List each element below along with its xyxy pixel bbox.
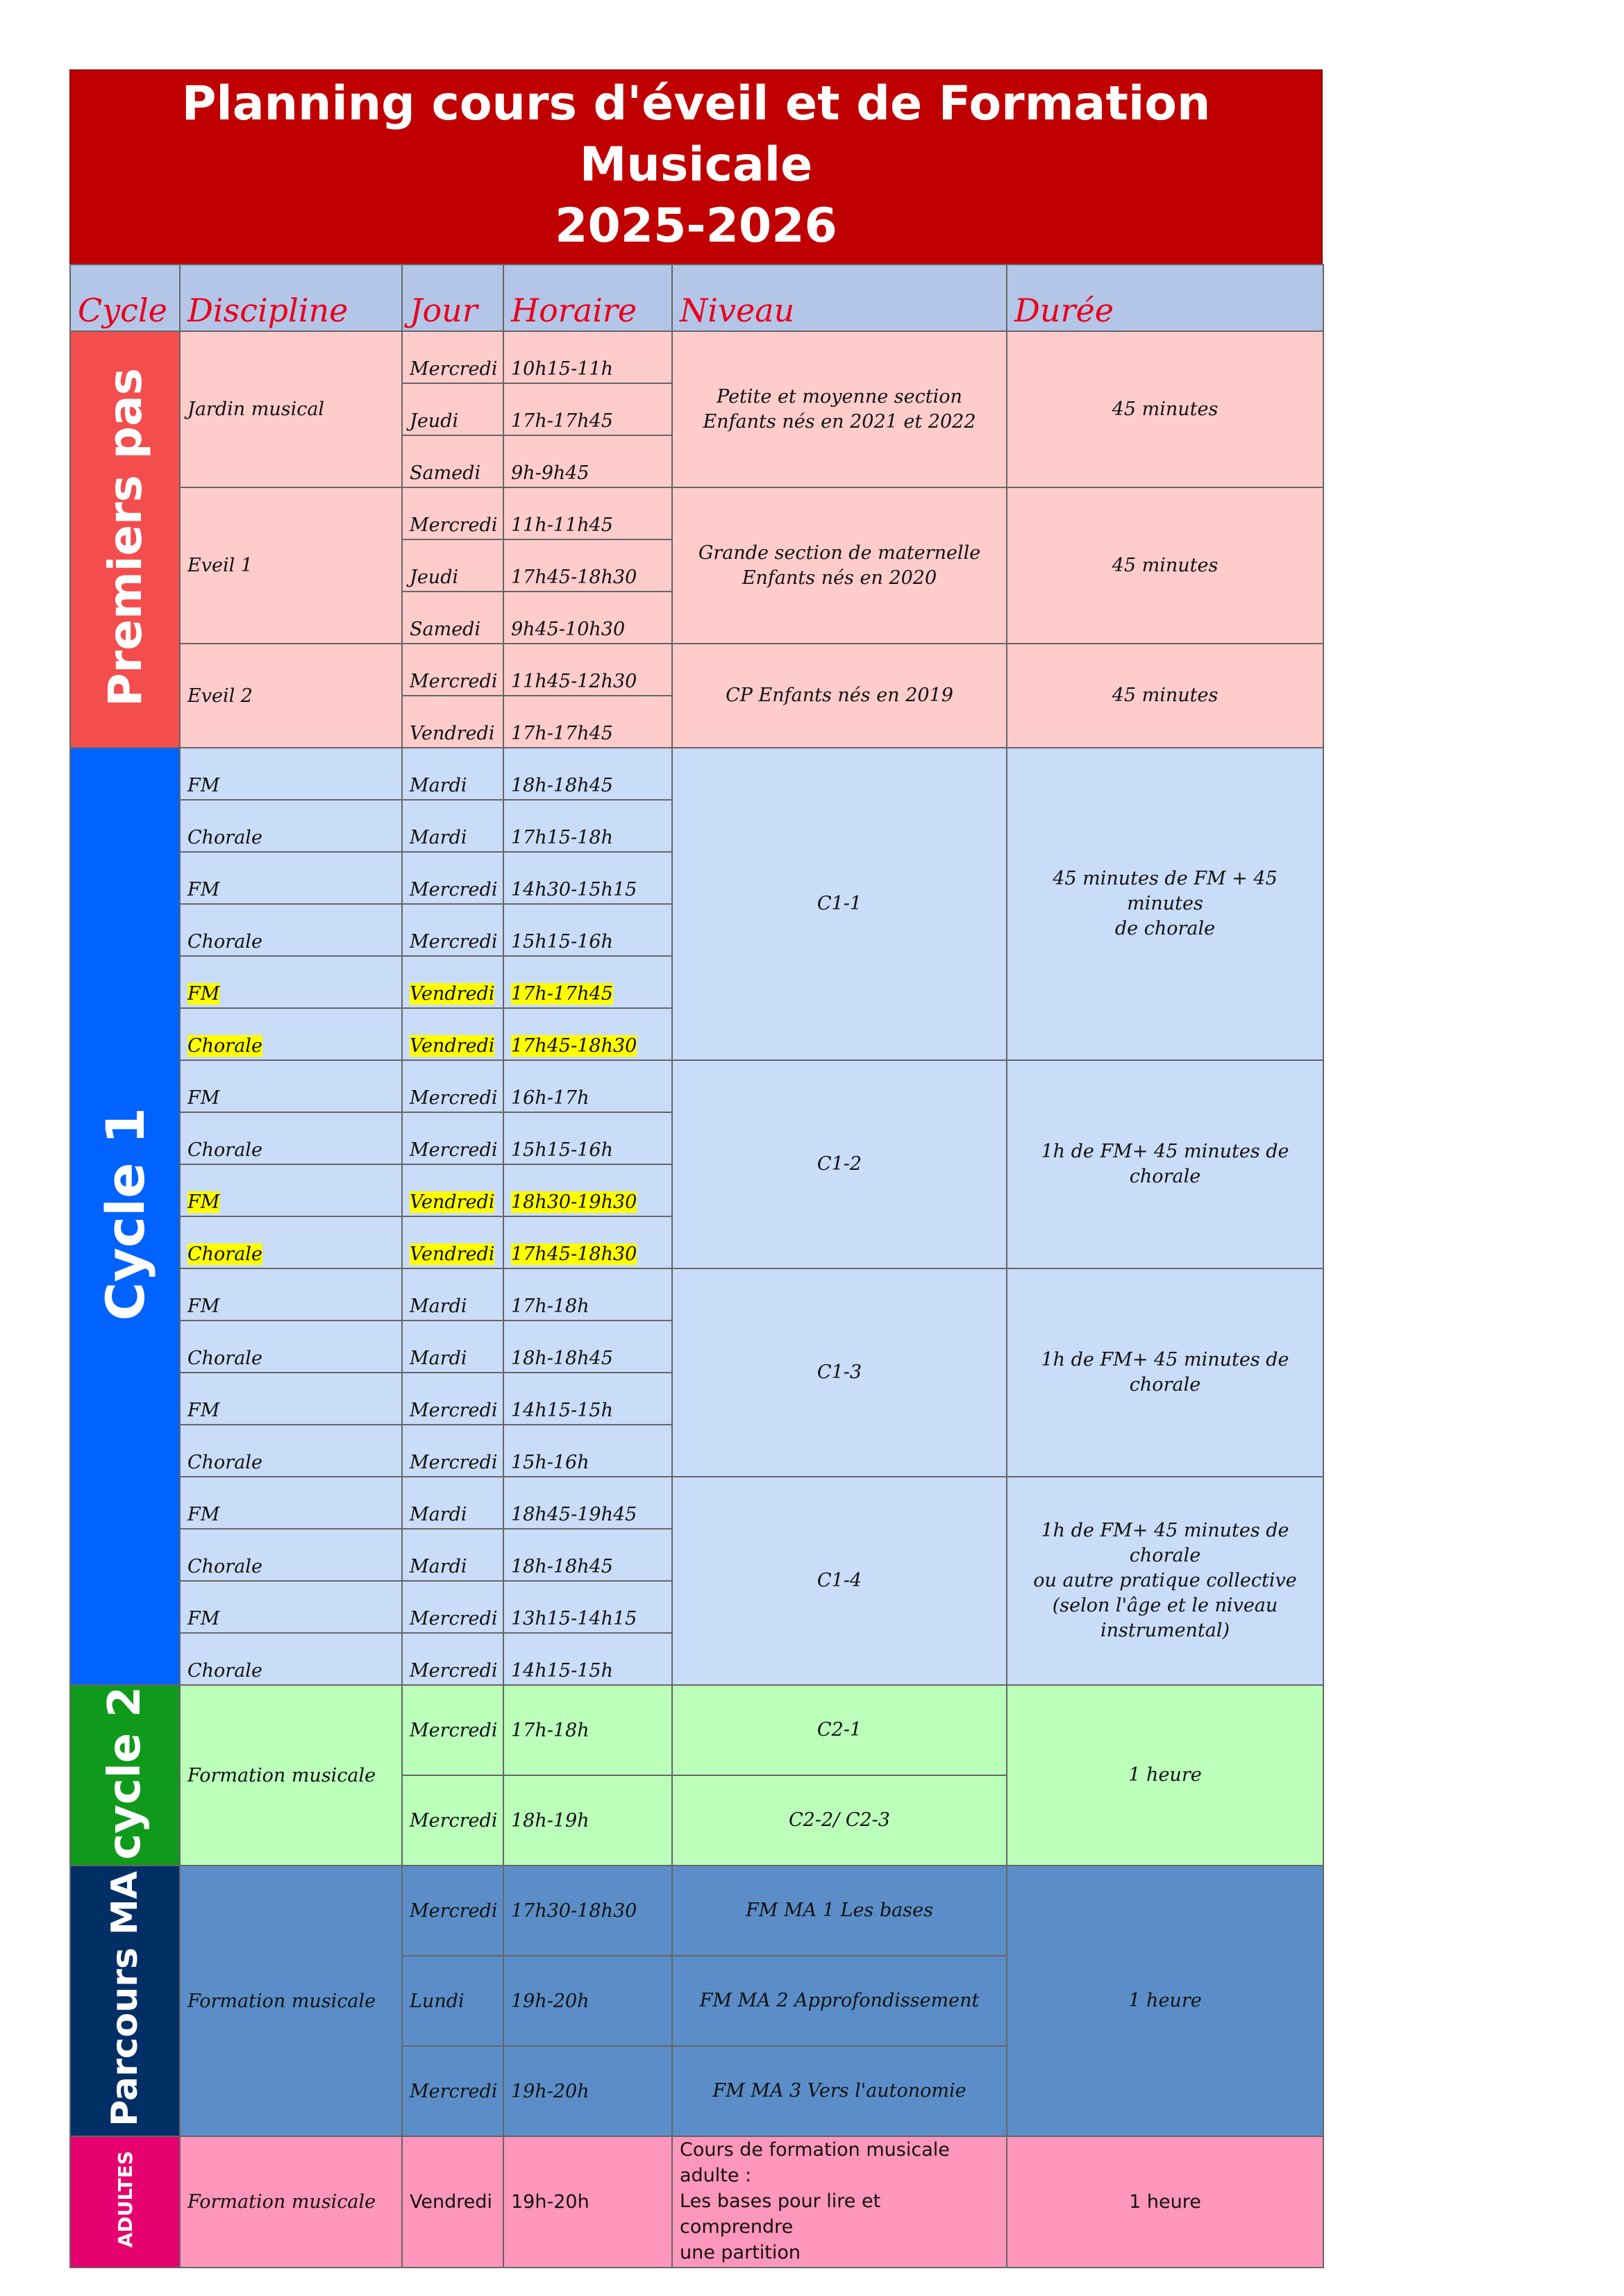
duree-cell xyxy=(1007,1268,1323,1477)
jour-cell xyxy=(402,487,503,539)
jour-cell-text: Mercredi xyxy=(410,514,498,536)
discipline-cell xyxy=(180,852,402,904)
horaire-cell xyxy=(503,748,672,800)
header-horaire: Horaire xyxy=(503,265,672,331)
horaire-cell xyxy=(503,696,672,748)
table-row xyxy=(70,1685,1323,1775)
discipline-cell xyxy=(180,1373,402,1425)
niveau-cell-text: Petite et moyenne section Enfants nés en 2021 et 2022 xyxy=(703,385,976,433)
discipline-cell-text: FM xyxy=(187,1504,220,1525)
horaire-cell xyxy=(503,592,672,644)
horaire-cell-text: 17h45-18h30 xyxy=(511,567,637,588)
duree-cell xyxy=(1007,487,1323,644)
jour-cell xyxy=(402,1060,503,1112)
jour-cell xyxy=(402,956,503,1008)
parcours-ma-cycle xyxy=(70,1866,180,2136)
niveau-cell-text: FM MA 1 Les bases xyxy=(746,1900,933,1921)
adultes-cycle-label: ADULTES xyxy=(113,2151,137,2248)
niveau-cell-text: C1-1 xyxy=(817,893,862,914)
duree-cell-text: 1h de FM+ 45 minutes de chorale xyxy=(1041,1349,1289,1396)
niveau-cell xyxy=(672,644,1007,748)
jour-cell xyxy=(402,592,503,644)
jour-cell xyxy=(402,852,503,904)
jour-cell xyxy=(402,1685,503,1775)
horaire-cell xyxy=(503,2046,672,2136)
niveau-cell-text: C2-2/ C2-3 xyxy=(789,1809,890,1831)
discipline-cell-text: Chorale xyxy=(187,1243,262,1265)
discipline-cell-text: Chorale xyxy=(187,1348,262,1369)
horaire-cell-text: 15h15-16h xyxy=(511,931,613,953)
niveau-cell xyxy=(672,1956,1007,2046)
discipline-cell xyxy=(180,1477,402,1529)
discipline-cell xyxy=(180,748,402,800)
jour-cell xyxy=(402,1956,503,2046)
jour-cell-text: Mardi xyxy=(410,1296,467,1317)
horaire-cell-text: 18h-18h45 xyxy=(511,775,613,796)
adultes-cycle xyxy=(70,2136,180,2268)
niveau-cell-text: C1-4 xyxy=(817,1570,862,1591)
cycle1-cycle xyxy=(70,748,180,1685)
jour-cell xyxy=(402,1373,503,1425)
horaire-cell-text: 19h-20h xyxy=(511,2080,589,2102)
jour-cell-text: Mardi xyxy=(410,1556,467,1577)
horaire-cell xyxy=(503,1373,672,1425)
horaire-cell xyxy=(503,644,672,696)
niveau-cell-text: Cours de formation musicale adulte : Les bases pour lire et comprendre une partition xyxy=(680,2139,950,2263)
duree-cell-text: 1h de FM+ 45 minutes de chorale xyxy=(1041,1141,1289,1187)
header-niveau: Niveau xyxy=(672,265,1007,331)
duree-cell-text: 1 heure xyxy=(1128,1764,1202,1786)
niveau-cell xyxy=(672,748,1007,1060)
horaire-cell-text: 14h15-15h xyxy=(511,1660,613,1682)
duree-cell-text: 45 minutes xyxy=(1112,685,1219,706)
horaire-cell-text: 19h-20h xyxy=(511,1990,589,2012)
horaire-cell-text: 17h45-18h30 xyxy=(511,1035,637,1057)
jour-cell-text: Mercredi xyxy=(410,879,498,900)
niveau-cell xyxy=(672,331,1007,487)
cycle2-cycle xyxy=(70,1685,180,1866)
schedule-table xyxy=(69,264,1324,2268)
niveau-cell-text: FM MA 3 Vers l'autonomie xyxy=(712,2080,966,2102)
discipline-cell-text: Jardin musical xyxy=(187,399,325,420)
table-row xyxy=(70,331,1323,383)
jour-cell xyxy=(402,1164,503,1216)
discipline-cell-text: FM xyxy=(187,1400,220,1421)
horaire-cell-text: 18h-18h45 xyxy=(511,1556,613,1577)
horaire-cell-text: 9h-9h45 xyxy=(511,462,589,484)
horaire-cell xyxy=(503,1685,672,1775)
table-row xyxy=(70,644,1323,696)
niveau-cell xyxy=(672,1477,1007,1685)
discipline-cell xyxy=(180,1060,402,1112)
jour-cell-text: Vendredi xyxy=(410,723,495,744)
discipline-cell xyxy=(180,1581,402,1633)
jour-cell xyxy=(402,2136,503,2268)
discipline-cell-text: Chorale xyxy=(187,827,262,848)
horaire-cell-text: 15h15-16h xyxy=(511,1139,613,1161)
horaire-cell xyxy=(503,2136,672,2268)
jour-cell xyxy=(402,2046,503,2136)
jour-cell-text: Mercredi xyxy=(410,1139,498,1161)
jour-cell-text: Mardi xyxy=(410,1504,467,1525)
horaire-cell xyxy=(503,852,672,904)
jour-cell-text: Mercredi xyxy=(410,1660,498,1682)
discipline-cell-text: FM xyxy=(187,983,220,1005)
discipline-cell-text: Chorale xyxy=(187,1139,262,1161)
horaire-cell-text: 18h-19h xyxy=(511,1809,589,1832)
duree-cell-text: 1 heure xyxy=(1128,1990,1202,2011)
jour-cell xyxy=(402,1008,503,1060)
horaire-cell xyxy=(503,1008,672,1060)
jour-cell-text: Mercredi xyxy=(410,1809,498,1832)
discipline-cell-text: Chorale xyxy=(187,1452,262,1473)
horaire-cell-text: 15h-16h xyxy=(511,1452,589,1473)
jour-cell xyxy=(402,1866,503,1956)
niveau-cell xyxy=(672,487,1007,644)
jour-cell xyxy=(402,800,503,852)
discipline-cell-text: Formation musicale xyxy=(187,2191,376,2213)
horaire-cell xyxy=(503,487,672,539)
niveau-cell xyxy=(672,2046,1007,2136)
jour-cell-text: Mardi xyxy=(410,775,467,796)
horaire-cell xyxy=(503,1164,672,1216)
horaire-cell xyxy=(503,956,672,1008)
discipline-cell-text: Eveil 1 xyxy=(187,555,253,576)
horaire-cell xyxy=(503,1529,672,1581)
discipline-cell xyxy=(180,1633,402,1685)
niveau-cell-text: C1-2 xyxy=(817,1153,862,1175)
duree-cell xyxy=(1007,331,1323,487)
jour-cell xyxy=(402,435,503,487)
discipline-cell-text: Eveil 2 xyxy=(187,685,253,707)
duree-cell xyxy=(1007,1866,1323,2136)
jour-cell xyxy=(402,696,503,748)
table-row xyxy=(70,1060,1323,1112)
horaire-cell xyxy=(503,1633,672,1685)
niveau-cell xyxy=(672,1060,1007,1268)
jour-cell-text: Mardi xyxy=(410,827,467,848)
horaire-cell-text: 19h-20h xyxy=(511,2191,589,2213)
table-row xyxy=(70,1268,1323,1321)
discipline-cell xyxy=(180,1529,402,1581)
horaire-cell xyxy=(503,331,672,383)
discipline-cell-text: FM xyxy=(187,1191,220,1213)
jour-cell-text: Vendredi xyxy=(410,983,495,1005)
jour-cell xyxy=(402,1425,503,1477)
horaire-cell xyxy=(503,1112,672,1164)
discipline-cell xyxy=(180,1425,402,1477)
jour-cell-text: Mercredi xyxy=(410,1400,498,1421)
jour-cell-text: Vendredi xyxy=(410,1243,495,1265)
horaire-cell-text: 9h45-10h30 xyxy=(511,619,626,640)
horaire-cell xyxy=(503,1866,672,1956)
duree-cell xyxy=(1007,1060,1323,1268)
discipline-cell xyxy=(180,800,402,852)
discipline-cell xyxy=(180,1866,402,2136)
horaire-cell-text: 17h-17h45 xyxy=(511,723,613,744)
duree-cell-text: 45 minutes de FM + 45 minutes de chorale xyxy=(1053,868,1278,939)
table-row xyxy=(70,2136,1323,2268)
jour-cell xyxy=(402,383,503,435)
jour-cell-text: Lundi xyxy=(410,1990,464,2012)
horaire-cell xyxy=(503,1956,672,2046)
jour-cell-text: Mercredi xyxy=(410,671,498,692)
duree-cell xyxy=(1007,1477,1323,1685)
horaire-cell-text: 17h45-18h30 xyxy=(511,1243,637,1265)
discipline-cell-text: Chorale xyxy=(187,1660,262,1682)
schedule-sheet xyxy=(69,69,1323,2268)
duree-cell xyxy=(1007,644,1323,748)
jour-cell xyxy=(402,1216,503,1268)
discipline-cell xyxy=(180,1321,402,1373)
discipline-cell xyxy=(180,1216,402,1268)
duree-cell-text: 45 minutes xyxy=(1112,554,1219,576)
horaire-cell xyxy=(503,1216,672,1268)
table-row xyxy=(70,1477,1323,1529)
premiers-pas-cycle-label: Premiers pas xyxy=(98,367,152,707)
horaire-cell xyxy=(503,800,672,852)
niveau-cell xyxy=(672,2136,1007,2268)
niveau-cell-text: C2-1 xyxy=(817,1719,862,1741)
niveau-cell-text: Grande section de maternelle Enfants nés en 2020 xyxy=(698,542,981,589)
horaire-cell xyxy=(503,904,672,956)
cycle2-cycle-label: cycle 2 xyxy=(99,1686,151,1860)
jour-cell xyxy=(402,331,503,383)
niveau-cell-text: C1-3 xyxy=(817,1361,862,1383)
horaire-cell-text: 11h-11h45 xyxy=(511,514,613,536)
discipline-cell-text: FM xyxy=(187,879,220,900)
jour-cell xyxy=(402,539,503,592)
jour-cell-text: Jeudi xyxy=(410,567,459,588)
horaire-cell xyxy=(503,383,672,435)
niveau-cell-text: CP Enfants nés en 2019 xyxy=(726,685,953,706)
horaire-cell-text: 14h15-15h xyxy=(511,1400,613,1421)
header-jour: Jour xyxy=(402,265,503,331)
discipline-cell-text: Chorale xyxy=(187,931,262,953)
duree-cell xyxy=(1007,1685,1323,1866)
horaire-cell-text: 17h30-18h30 xyxy=(511,1900,637,1922)
jour-cell xyxy=(402,1268,503,1321)
niveau-cell xyxy=(672,1685,1007,1775)
jour-cell xyxy=(402,644,503,696)
horaire-cell xyxy=(503,1581,672,1633)
horaire-cell-text: 17h-17h45 xyxy=(511,983,613,1005)
jour-cell xyxy=(402,1477,503,1529)
niveau-cell-text: FM MA 2 Approfondissement xyxy=(699,1990,980,2011)
page-title: Planning cours d'éveil et de Formation Musicale 2025-2026 xyxy=(181,76,1211,253)
discipline-cell xyxy=(180,1008,402,1060)
jour-cell xyxy=(402,1529,503,1581)
jour-cell xyxy=(402,1112,503,1164)
jour-cell-text: Jeudi xyxy=(410,410,459,432)
horaire-cell xyxy=(503,539,672,592)
cycle1-cycle-label: Cycle 1 xyxy=(94,1107,156,1321)
horaire-cell xyxy=(503,1321,672,1373)
header-cycle: Cycle xyxy=(70,265,180,331)
jour-cell xyxy=(402,904,503,956)
horaire-cell-text: 18h30-19h30 xyxy=(511,1191,637,1213)
parcours-ma-cycle-label: Parcours MA xyxy=(104,1870,146,2127)
horaire-cell-text: 17h15-18h xyxy=(511,827,613,848)
jour-cell-text: Mercredi xyxy=(410,2080,498,2102)
horaire-cell-text: 18h45-19h45 xyxy=(511,1504,637,1525)
discipline-cell-text: Formation musicale xyxy=(187,1990,376,2012)
jour-cell xyxy=(402,1633,503,1685)
discipline-cell xyxy=(180,1164,402,1216)
horaire-cell-text: 17h-17h45 xyxy=(511,410,613,432)
horaire-cell xyxy=(503,1268,672,1321)
jour-cell-text: Mercredi xyxy=(410,1719,498,1741)
discipline-cell-text: Chorale xyxy=(187,1556,262,1577)
jour-cell-text: Mercredi xyxy=(410,358,498,380)
discipline-cell xyxy=(180,1268,402,1321)
discipline-cell-text: FM xyxy=(187,1087,220,1109)
premiers-pas-cycle xyxy=(70,331,180,748)
jour-cell-text: Mercredi xyxy=(410,1608,498,1629)
discipline-cell xyxy=(180,2136,402,2268)
schedule-body xyxy=(70,331,1323,2268)
horaire-cell xyxy=(503,1425,672,1477)
duree-cell xyxy=(1007,2136,1323,2268)
jour-cell xyxy=(402,1581,503,1633)
horaire-cell-text: 18h-18h45 xyxy=(511,1348,613,1369)
horaire-cell-text: 11h45-12h30 xyxy=(511,671,637,692)
discipline-cell-text: Formation musicale xyxy=(187,1764,376,1786)
duree-cell-text: 1h de FM+ 45 minutes de chorale ou autre pratique collective (selon l'âge et le niveau instrumental) xyxy=(1033,1520,1297,1641)
horaire-cell-text: 17h-18h xyxy=(511,1719,589,1741)
niveau-cell xyxy=(672,1268,1007,1477)
discipline-cell xyxy=(180,644,402,748)
jour-cell-text: Mercredi xyxy=(410,1087,498,1109)
discipline-cell-text: Chorale xyxy=(187,1035,262,1057)
title-banner xyxy=(69,69,1323,264)
discipline-cell xyxy=(180,1685,402,1866)
horaire-cell-text: 17h-18h xyxy=(511,1296,589,1317)
horaire-cell-text: 13h15-14h15 xyxy=(511,1608,637,1629)
horaire-cell-text: 10h15-11h xyxy=(511,358,613,380)
header-discipline: Discipline xyxy=(180,265,402,331)
niveau-cell xyxy=(672,1775,1007,1866)
jour-cell-text: Mercredi xyxy=(410,1900,498,1922)
duree-cell-text: 1 heure xyxy=(1129,2190,1201,2213)
jour-cell-text: Vendredi xyxy=(410,1035,495,1057)
jour-cell-text: Samedi xyxy=(410,619,481,640)
discipline-cell xyxy=(180,487,402,644)
horaire-cell xyxy=(503,1060,672,1112)
jour-cell-text: Vendredi xyxy=(410,2191,492,2213)
horaire-cell xyxy=(503,435,672,487)
header-duree: Durée xyxy=(1007,265,1323,331)
table-row xyxy=(70,487,1323,539)
jour-cell-text: Mardi xyxy=(410,1348,467,1369)
jour-cell xyxy=(402,748,503,800)
duree-cell xyxy=(1007,748,1323,1060)
niveau-cell xyxy=(672,1866,1007,1956)
discipline-cell xyxy=(180,331,402,487)
horaire-cell-text: 16h-17h xyxy=(511,1087,589,1109)
discipline-cell xyxy=(180,904,402,956)
jour-cell-text: Mercredi xyxy=(410,1452,498,1473)
jour-cell xyxy=(402,1775,503,1866)
jour-cell-text: Vendredi xyxy=(410,1191,495,1213)
duree-cell-text: 45 minutes xyxy=(1112,398,1219,420)
discipline-cell-text: FM xyxy=(187,1608,220,1629)
discipline-cell xyxy=(180,1112,402,1164)
horaire-cell xyxy=(503,1775,672,1866)
jour-cell-text: Samedi xyxy=(410,462,481,484)
horaire-cell xyxy=(503,1477,672,1529)
jour-cell xyxy=(402,1321,503,1373)
discipline-cell xyxy=(180,956,402,1008)
header-row xyxy=(70,265,1323,331)
table-row xyxy=(70,1866,1323,1956)
jour-cell-text: Mercredi xyxy=(410,931,498,953)
horaire-cell-text: 14h30-15h15 xyxy=(511,879,637,900)
discipline-cell-text: FM xyxy=(187,1296,220,1317)
discipline-cell-text: FM xyxy=(187,775,220,796)
table-row xyxy=(70,748,1323,800)
